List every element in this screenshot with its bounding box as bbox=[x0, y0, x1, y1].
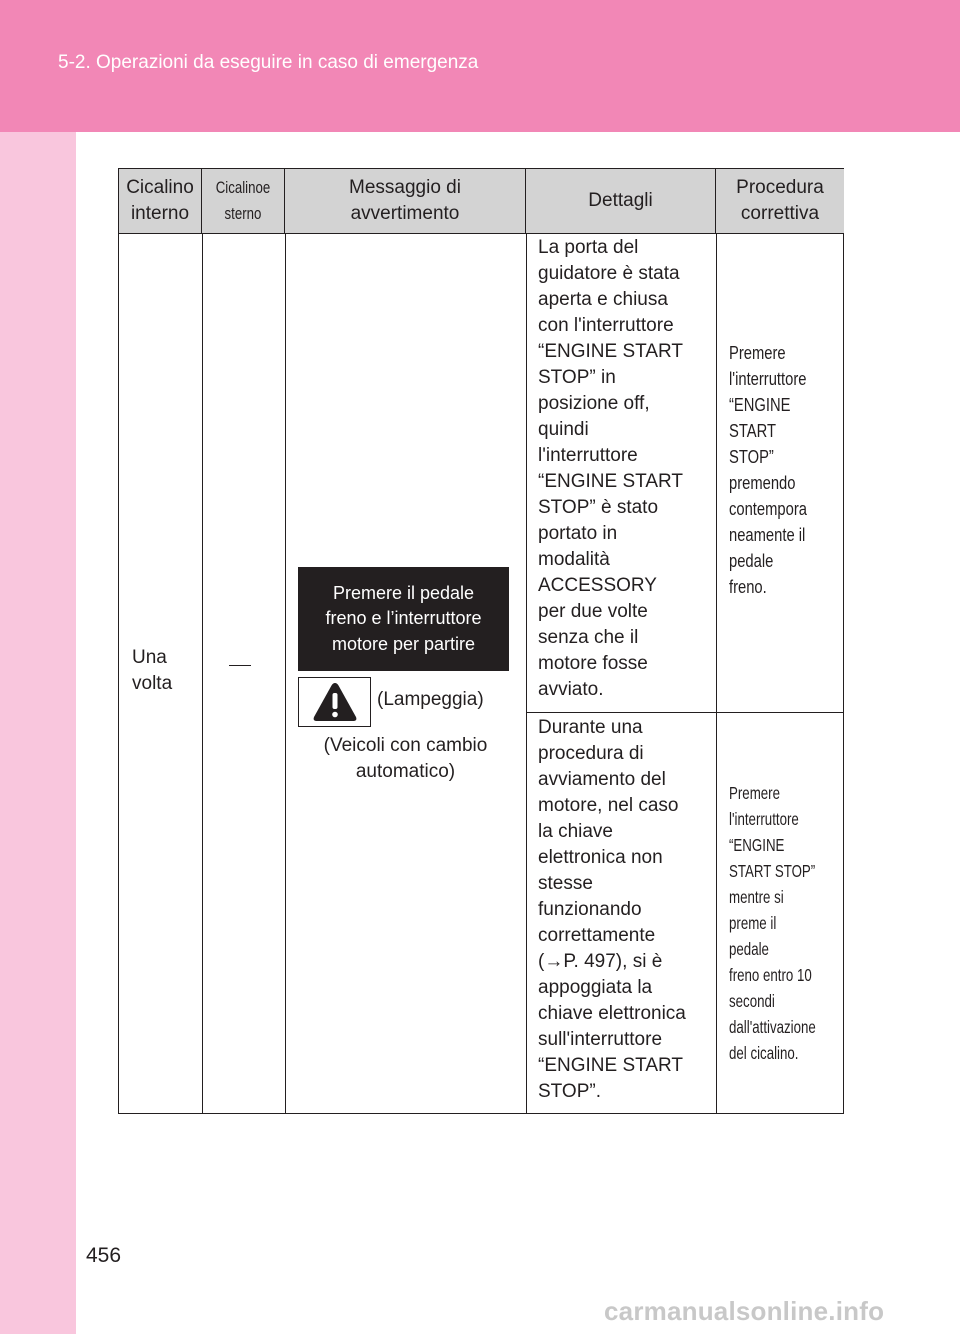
header-corrective-procedure: Procedura correttiva bbox=[716, 169, 844, 234]
warning-icon-box bbox=[298, 677, 371, 727]
side-band bbox=[0, 132, 76, 1334]
case2-action: Premere l'interruttore “ENGINE START STOP” mentre si preme il pedale freno entro 10 secondi dall'attivazione del cicalino. bbox=[729, 783, 816, 1063]
column-divider bbox=[526, 234, 527, 1113]
header-internal-buzzer: Cicalino interno bbox=[119, 169, 202, 234]
dashboard-message-display: Premere il pedale freno e l’interruttore motore per partire bbox=[298, 567, 509, 671]
row-divider bbox=[526, 712, 844, 713]
case2-details: Durante una procedura di avviamento del motore, nel caso la chiave elettronica non stesse funzionando correttamente (→P. 497), si è appoggiata la chiave elettronica sull'interruttore “ENGINE START STOP”. bbox=[538, 717, 686, 1102]
column-divider bbox=[716, 234, 717, 1113]
header-details: Dettagli bbox=[526, 169, 716, 234]
internal-buzzer-value: Una volta bbox=[132, 647, 173, 694]
header-warning-message: Messaggio di avvertimento bbox=[285, 169, 526, 234]
vehicle-note: (Veicoli con cambio automatico) bbox=[323, 735, 488, 782]
column-divider bbox=[285, 234, 286, 1113]
column-divider bbox=[202, 234, 203, 1113]
header-external-buzzer-cell bbox=[202, 169, 285, 234]
warning-table bbox=[118, 168, 844, 1114]
blink-label: (Lampeggia) bbox=[377, 689, 484, 710]
case1-details: La porta del guidatore è stata aperta e chiusa con l'interruttore “ENGINE START STOP” in posizione off, quindi l'interruttore “ENGINE START STOP” è stato portato in modalità ACCESSORY per due volte senza che il motore fosse avviato. bbox=[538, 237, 683, 700]
case1-action: Premere l'interruttore “ENGINE START STOP” premendo contempora neamente il pedale freno. bbox=[729, 343, 807, 597]
page-number: 456 bbox=[86, 1244, 122, 1267]
exclamation-triangle-icon bbox=[312, 681, 358, 723]
watermark-text: carmanualsonline.info bbox=[604, 1296, 885, 1326]
external-buzzer-none bbox=[229, 665, 251, 666]
header-external-buzzer: Cicalinoe sterno bbox=[215, 178, 271, 223]
section-title: 5-2. Operazioni da eseguire in caso di emergenza bbox=[58, 52, 479, 73]
